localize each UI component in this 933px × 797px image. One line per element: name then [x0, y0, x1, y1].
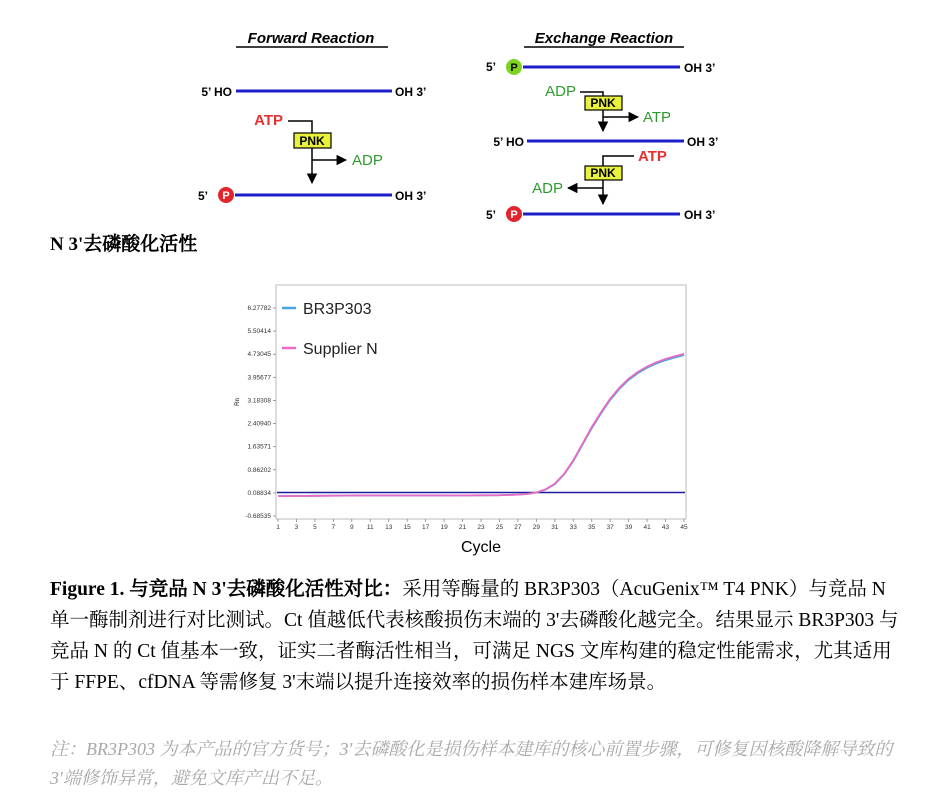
caption-body: 采用等酶量的 BR3P303（AcuGenix™ T4 PNK）与竞品 N 单一酶制剂进行对比测试。Ct 值越低代表核酸损伤末端的 3'去磷酸化越完全。结果显示 BR3P303 与竞品 N 的 Ct 值基本一致，证实二者酶活性相当，可满足 NGS 文库构建的稳定性能需求，尤其适用于 FFPE、cfDNA 等需修复 3'末端以提升连接效率的损伤样本建库场景。 [50, 579, 899, 693]
exchange-pnk-2: PNK [590, 166, 616, 180]
x-tick-label: 27 [514, 524, 522, 531]
x-tick-label: 5 [313, 524, 317, 531]
exchange-row2-right: OH 3’ [687, 135, 719, 149]
section-heading: N 3'去磷酸化活性 [50, 234, 198, 255]
x-tick-label: 43 [661, 524, 670, 531]
y-tick-label: 6.27782 [247, 305, 271, 312]
phosphate-label: P [510, 62, 518, 74]
forward-adp: ADP [352, 152, 383, 169]
x-tick-label: 9 [350, 524, 354, 531]
phosphate-label: P [222, 190, 230, 202]
exchange-row3-left: 5’ [485, 208, 496, 222]
forward-top-left: 5’ HO [201, 85, 232, 99]
x-tick-label: 1 [276, 524, 280, 531]
x-axis-label: Cycle [460, 539, 502, 556]
exchange-row2-left: 5’ HO [493, 135, 524, 149]
x-tick-label: 29 [532, 524, 540, 531]
forward-title: Forward Reaction [247, 30, 375, 47]
forward-bottom-left: 5’ [197, 189, 208, 203]
forward-top-right: OH 3’ [395, 85, 427, 99]
x-tick-label: 45 [680, 524, 688, 531]
forward-bottom-right: OH 3’ [395, 189, 427, 203]
exchange-step2-atp: ATP [638, 148, 667, 165]
y-tick-label: 2.40940 [247, 420, 271, 428]
x-tick-label: 35 [588, 524, 596, 531]
y-tick-label: 3.95677 [247, 374, 271, 382]
exchange-pnk-1: PNK [590, 96, 616, 110]
x-tick-label: 3 [294, 524, 299, 531]
exchange-row1-right: OH 3’ [684, 61, 716, 75]
x-tick-label: 37 [606, 524, 614, 531]
x-tick-label: 23 [477, 524, 485, 531]
y-tick-label: 0.86202 [247, 466, 271, 474]
exchange-title: Exchange Reaction [534, 30, 674, 47]
y-tick-label: 1.63571 [247, 443, 271, 451]
exchange-step1-atp: ATP [643, 109, 672, 126]
x-tick-label: 13 [385, 524, 393, 531]
x-tick-label: 31 [551, 524, 559, 531]
y-axis-label: Rn [235, 398, 241, 406]
exchange-step1-adp: ADP [545, 83, 576, 100]
x-tick-label: 41 [643, 524, 651, 531]
x-tick-label: 25 [495, 524, 504, 531]
x-tick-label: 17 [422, 524, 430, 531]
x-tick-label: 39 [625, 524, 633, 531]
y-tick-label: 3.18308 [247, 397, 271, 405]
exchange-row1-left: 5’ [485, 60, 496, 74]
forward-pnk: PNK [299, 134, 325, 148]
footnote: 注：BR3P303 为本产品的官方货号；3'去磷酸化是损伤样本建库的核心前置步骤，可修复因核酸降解导致的 3'端修饰异常，避免文库产出不足。 [50, 739, 893, 788]
legend-label: BR3P303 [303, 301, 372, 318]
phosphate-label: P [510, 209, 518, 221]
y-axis [245, 305, 276, 520]
figure-caption [50, 574, 900, 698]
x-tick-label: 7 [331, 524, 336, 531]
y-tick-label: 0.08834 [247, 489, 271, 497]
forward-atp: ATP [254, 112, 283, 129]
y-tick-label: 5.50414 [247, 328, 271, 336]
x-axis [276, 519, 688, 531]
exchange-row3-right: OH 3’ [684, 208, 716, 222]
x-tick-label: 19 [440, 524, 448, 531]
x-tick-label: 15 [403, 524, 411, 531]
caption-lead: Figure 1. 与竞品 N 3'去磷酸化活性对比： [50, 579, 403, 600]
x-tick-label: 11 [366, 524, 374, 531]
x-tick-label: 33 [569, 524, 577, 531]
legend-label: Supplier N [303, 341, 378, 358]
y-tick-label: 4.73045 [247, 351, 271, 359]
x-tick-label: 21 [458, 524, 467, 531]
y-tick-label: -0.68535 [245, 513, 271, 520]
exchange-step2-adp: ADP [532, 180, 563, 197]
plot-area [276, 285, 686, 519]
